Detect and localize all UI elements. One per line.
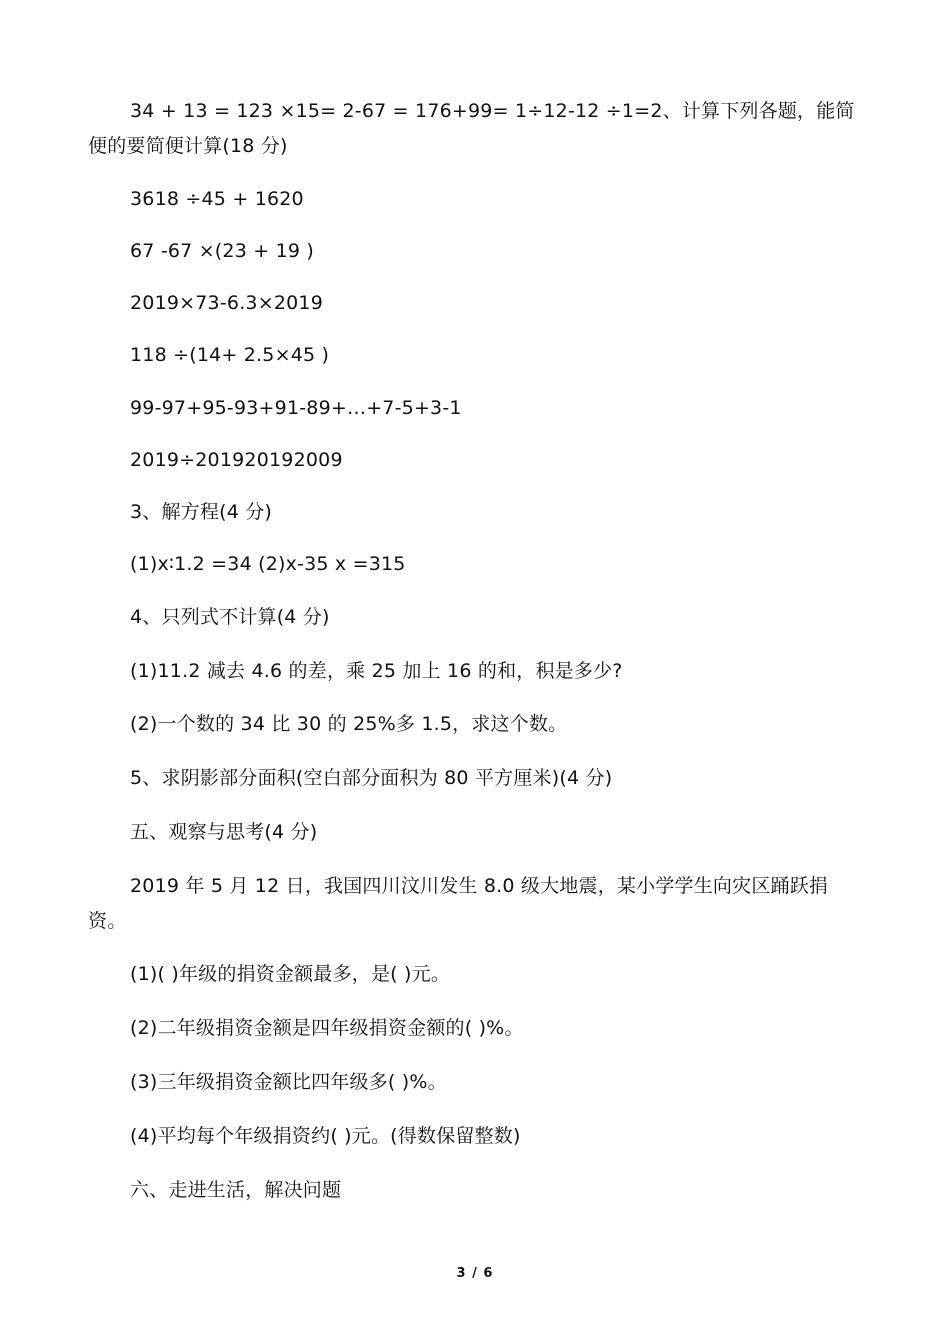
question-item-2: (2)一个数的 34 比 30 的 25%多 1.5，求这个数。 bbox=[130, 713, 568, 735]
section-heading-expressions: 4、只列式不计算(4 分) bbox=[130, 606, 330, 628]
expression-1: 3618 ÷45 + 1620 bbox=[130, 188, 304, 210]
equations-line: (1)x∶1.2 =34 (2)x-35 x =315 bbox=[130, 553, 406, 575]
page-number: 3 / 6 bbox=[456, 1266, 494, 1281]
paragraph-earthquake: 2019 年 5 月 12 日，我国四川汶川发生 8.0 级大地震，某小学学生向灾区踊跃捐资。 bbox=[88, 875, 829, 932]
expression-2: 67 -67 ×(23 + 19 ) bbox=[130, 240, 315, 262]
section-heading-shaded-area: 5、求阴影部分面积(空白部分面积为 80 平方厘米)(4 分) bbox=[130, 767, 613, 789]
question-item-1: (1)11.2 减去 4.6 的差，乘 25 加上 16 的和，积是多少? bbox=[130, 660, 623, 682]
section-heading-life: 六、走进生活，解决问题 bbox=[130, 1179, 342, 1201]
expression-4: 118 ÷(14+ 2.5×45 ) bbox=[130, 344, 330, 366]
expression-6: 2019÷201920192009 bbox=[130, 449, 343, 471]
expression-3: 2019×73-6.3×2019 bbox=[130, 292, 323, 314]
question-item-5: (3)三年级捐资金额比四年级多( )%。 bbox=[130, 1071, 447, 1093]
expression-5: 99-97+95-93+91-89+…+7-5+3-1 bbox=[130, 397, 462, 419]
question-item-6: (4)平均每个年级捐资约( )元。(得数保留整数) bbox=[130, 1125, 521, 1147]
section-heading-observe: 五、观察与思考(4 分) bbox=[130, 821, 318, 843]
question-item-3: (1)( )年级的捐资金额最多，是( )元。 bbox=[130, 963, 451, 985]
question-item-4: (2)二年级捐资金额是四年级捐资金额的( )%。 bbox=[130, 1017, 524, 1039]
paragraph-calc-intro: 34 + 13 = 123 ×15= 2-67 = 176+99= 1÷12-12 ÷1=2、计算下列各题，能简便的要简便计算(18 分) bbox=[88, 100, 855, 157]
section-heading-equations: 3、解方程(4 分) bbox=[130, 501, 273, 523]
